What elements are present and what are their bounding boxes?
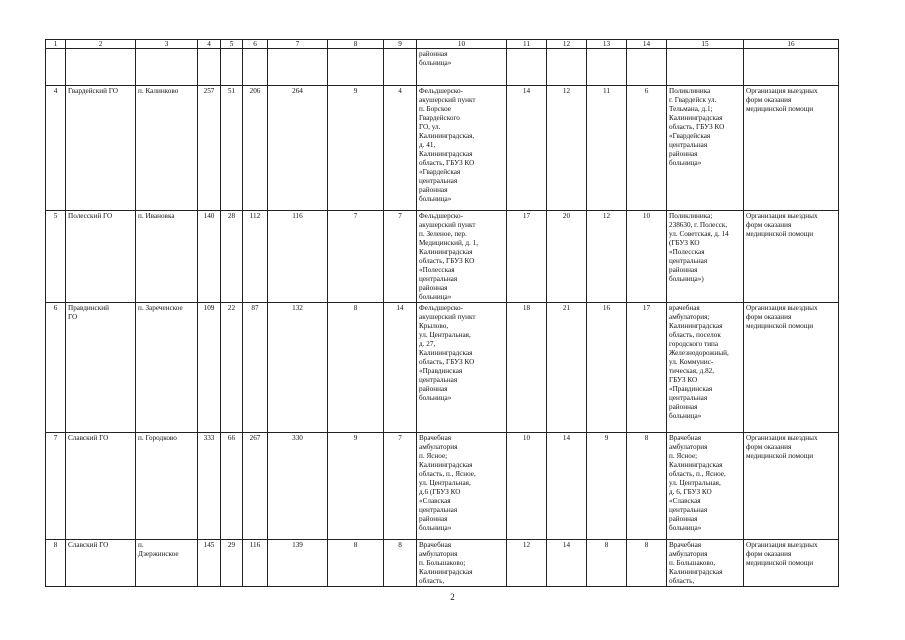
- facility-cell: Врачебная амбулатория п. Ясное; Калининградская область, п., Ясное, ул. Центральная, д.6 (ГБУЗ КО «Славская центральная районная больница»: [417, 433, 507, 540]
- facility-cell: Фельдшерско- акушерский пункт Крылово, ул. Центральная, д. 27, Калининградская область, ГБУЗ КО «Правдинская центральная районная больница»: [417, 303, 507, 433]
- header-cell: 12: [547, 40, 587, 49]
- facility-cell: Врачебная амбулатория п. Большаково; Калининградская область,: [417, 540, 507, 587]
- measures-cell: Организация выездных форм оказания медицинской помощи: [744, 303, 839, 433]
- value-cell: 116: [268, 211, 328, 303]
- value-cell: 8: [627, 540, 667, 587]
- value-cell: 8: [328, 303, 384, 433]
- settlement-cell: п. Зареченское: [136, 303, 198, 433]
- value-cell: 8: [587, 540, 627, 587]
- value-cell: 257: [198, 86, 221, 211]
- table-row: [46, 211, 839, 303]
- value-cell: 22: [221, 303, 243, 433]
- data-table: [45, 39, 839, 587]
- value-cell: 7: [328, 211, 384, 303]
- value-cell: 7: [384, 433, 417, 540]
- table-row: [46, 303, 839, 433]
- district-cell: Славский ГО: [66, 540, 136, 587]
- continuation-row: [46, 49, 839, 86]
- value-cell: 17: [507, 211, 547, 303]
- value-cell: 17: [627, 303, 667, 433]
- facility-cell: Фельдшерско- акушерский пункт п. Зеленое, пер. Медицинский, д. 1, Калининградская область, ГБУЗ КО «Полесская центральная районная больница»: [417, 211, 507, 303]
- table-row: [46, 433, 839, 540]
- value-cell: 14: [384, 303, 417, 433]
- row-number-cell: 6: [46, 303, 66, 433]
- header-cell: 8: [328, 40, 384, 49]
- value-cell: 14: [547, 433, 587, 540]
- header-cell: 4: [198, 40, 221, 49]
- header-cell: 1: [46, 40, 66, 49]
- district-cell: Гвардейский ГО: [66, 86, 136, 211]
- value-cell: 8: [627, 433, 667, 540]
- header-cell: 3: [136, 40, 198, 49]
- value-cell: 14: [507, 86, 547, 211]
- polyclinic-cell: Врачебная амбулатория п. Ясное; Калининградская область, п., Ясное, ул. Центральная, д. 6, ГБУЗ КО «Славская центральная районная больница»: [667, 433, 744, 540]
- table-row: [46, 86, 839, 211]
- value-cell: 28: [221, 211, 243, 303]
- value-cell: 66: [221, 433, 243, 540]
- value-cell: 87: [243, 303, 268, 433]
- settlement-cell: п. Калинково: [136, 86, 198, 211]
- value-cell: 12: [507, 540, 547, 587]
- district-cell: Правдинский ГО: [66, 303, 136, 433]
- header-cell: 5: [221, 40, 243, 49]
- measures-cell: Организация выездных форм оказания медицинской помощи: [744, 211, 839, 303]
- measures-cell: Организация выездных форм оказания медицинской помощи: [744, 540, 839, 587]
- value-cell: 12: [547, 86, 587, 211]
- row-number-cell: 7: [46, 433, 66, 540]
- value-cell: 267: [243, 433, 268, 540]
- header-cell: 13: [587, 40, 627, 49]
- value-cell: 18: [507, 303, 547, 433]
- value-cell: 12: [587, 211, 627, 303]
- settlement-cell: п. Городково: [136, 433, 198, 540]
- row-number-cell: 5: [46, 211, 66, 303]
- value-cell: 8: [384, 540, 417, 587]
- polyclinic-cell: Поликлиника г. Гвардейск ул. Тельмана, д.1; Калининградская область, ГБУЗ КО «Гвардейская центральная районная больница»: [667, 86, 744, 211]
- header-cell: 11: [507, 40, 547, 49]
- table-row: [46, 540, 839, 587]
- value-cell: 8: [328, 540, 384, 587]
- value-cell: 10: [627, 211, 667, 303]
- value-cell: 264: [268, 86, 328, 211]
- value-cell: 9: [587, 433, 627, 540]
- settlement-cell: п. Дзержинское: [136, 540, 198, 587]
- value-cell: 20: [547, 211, 587, 303]
- value-cell: 139: [268, 540, 328, 587]
- header-cell: 10: [417, 40, 507, 49]
- value-cell: 21: [547, 303, 587, 433]
- value-cell: 7: [384, 211, 417, 303]
- row-number-cell: 4: [46, 86, 66, 211]
- value-cell: 140: [198, 211, 221, 303]
- value-cell: 132: [268, 303, 328, 433]
- row-number-cell: 8: [46, 540, 66, 587]
- header-cell: 2: [66, 40, 136, 49]
- value-cell: 51: [221, 86, 243, 211]
- value-cell: 9: [328, 86, 384, 211]
- header-cell: 9: [384, 40, 417, 49]
- facility-cell: Фельдшерско- акушерский пункт п. Борское Гвардейского ГО, ул. Калининградская, д. 41, Калининградская область, ГБУЗ КО «Гвардейская центральная районная больница»: [417, 86, 507, 211]
- header-cell: 15: [667, 40, 744, 49]
- page-number: 2: [450, 592, 455, 602]
- settlement-cell: п. Ивановка: [136, 211, 198, 303]
- value-cell: 29: [221, 540, 243, 587]
- polyclinic-cell: Врачебная амбулатория п. Большаково, Калининградская область,: [667, 540, 744, 587]
- value-cell: 112: [243, 211, 268, 303]
- value-cell: 16: [587, 303, 627, 433]
- value-cell: 145: [198, 540, 221, 587]
- value-cell: 333: [198, 433, 221, 540]
- value-cell: 109: [198, 303, 221, 433]
- value-cell: 6: [627, 86, 667, 211]
- header-cell: 16: [744, 40, 839, 49]
- value-cell: 9: [328, 433, 384, 540]
- value-cell: 116: [243, 540, 268, 587]
- value-cell: 206: [243, 86, 268, 211]
- header-cell: 7: [268, 40, 328, 49]
- value-cell: 11: [587, 86, 627, 211]
- value-cell: 330: [268, 433, 328, 540]
- header-cell: 14: [627, 40, 667, 49]
- column-number-row: [46, 40, 839, 49]
- facility-cell: районная больница»: [417, 49, 507, 86]
- value-cell: 10: [507, 433, 547, 540]
- measures-cell: Организация выездных форм оказания медицинской помощи: [744, 433, 839, 540]
- district-cell: Полесский ГО: [66, 211, 136, 303]
- value-cell: 4: [384, 86, 417, 211]
- measures-cell: Организация выездных форм оказания медицинской помощи: [744, 86, 839, 211]
- header-cell: 6: [243, 40, 268, 49]
- district-cell: Славский ГО: [66, 433, 136, 540]
- value-cell: 14: [547, 540, 587, 587]
- polyclinic-cell: врачебная амбулатория; Калининградская область, поселок городского типа Железнодорожный, ул. Коммунис- тическая, д.82, ГБУЗ КО «Правдинская центральная районная больница»: [667, 303, 744, 433]
- polyclinic-cell: Поликлиника; 238630, г. Полесск, ул. Советская, д. 14 (ГБУЗ КО «Полесская центральная районная больница»): [667, 211, 744, 303]
